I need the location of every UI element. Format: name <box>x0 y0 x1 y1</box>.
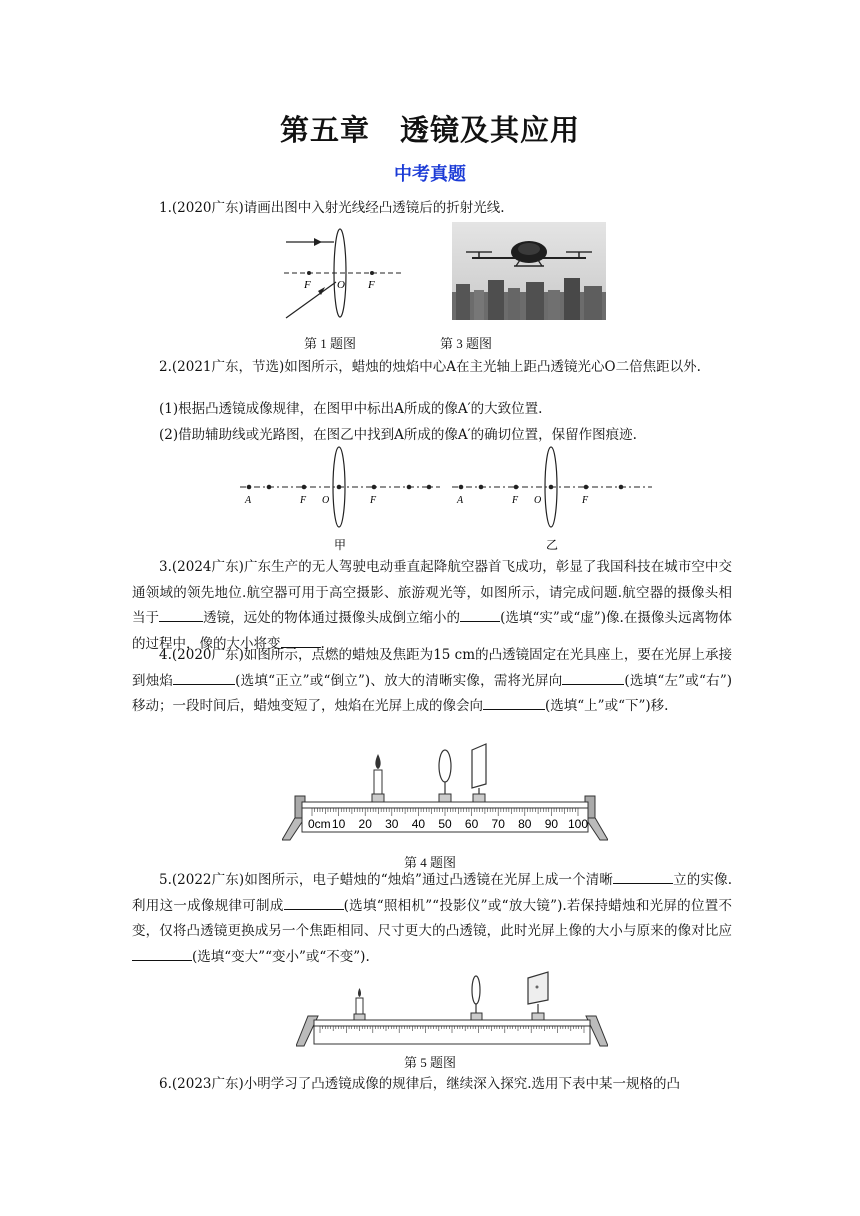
question-6: 6.(2023广东)小明学习了凸透镜成像的规律后，继续深入探究.选用下表中某一规格的凸 <box>159 1076 681 1092</box>
figure-5-caption: 第 5 题图 <box>404 1055 457 1070</box>
figure-1-lens-diagram <box>280 226 410 326</box>
question-3-text-b: 透镜，远处的物体通过摄像头成倒立缩小的 <box>203 610 461 626</box>
chapter-title: 第五章 透镜及其应用 <box>279 113 580 147</box>
figure-5-optical-bench <box>296 970 608 1048</box>
answer-blank[interactable] <box>613 869 673 884</box>
ruler-tick-label: 0cm <box>308 817 331 831</box>
optical-center-label: O <box>337 279 345 291</box>
focus-label-right: F <box>370 495 377 506</box>
ruler-tick-label: 70 <box>491 817 505 831</box>
answer-blank[interactable] <box>284 895 344 910</box>
question-5-text-a: 5.(2022广东)如图所示，电子蜡烛的“烛焰”通过凸透镜在光屏上成一个清晰 <box>159 872 614 888</box>
question-3 <box>132 555 732 657</box>
question-1: 1.(2020广东)请画出图中入射光线经凸透镜后的折射光线. <box>159 200 505 216</box>
ruler-tick-label: 30 <box>385 817 399 831</box>
question-4-text-b: (选填“正立”或“倒立”)、放大的清晰实像，需将光屏向 <box>235 672 563 689</box>
question-4-text-c: (选填“左”或“右”)移动；一段时间后，蜡烛变短了，烛焰在光屏上成的像会向 <box>132 672 733 714</box>
question-3-text-d: . <box>320 635 325 652</box>
answer-blank[interactable] <box>483 695 545 710</box>
question-4 <box>132 643 732 720</box>
figure-2-diagram-yi <box>450 443 656 555</box>
answer-blank[interactable] <box>460 607 500 622</box>
point-a-label: A <box>245 495 252 506</box>
answer-blank[interactable] <box>132 946 192 961</box>
ruler-tick-label: 60 <box>464 817 479 831</box>
figure-4-optical-bench <box>282 740 608 844</box>
question-3-text-c: (选填“实”或“虚”)像.在摄像头远离物体的过程中，像的大小将变 <box>132 610 733 652</box>
ruler-tick-label: 40 <box>411 817 426 831</box>
question-2: 2.(2021广东，节选)如图所示，蜡烛的烛焰中心A在主光轴上距凸透镜光心O二倍焦距以外. <box>159 359 701 375</box>
question-4-text-a: 4.(2020广东)如图所示，点燃的蜡烛及焦距为15 cm的凸透镜固定在光具座上，要在光屏上承接到烛焰 <box>132 647 732 689</box>
question-3-text-a: 3.(2024广东)广东生产的无人驾驶电动垂直起降航空器首飞成功，彰显了我国科技在城市空中交通领域的领先地位.航空器可用于高空摄影、旅游观光等，如图所示，请完成问题.航空器的摄像头相当于 <box>132 559 732 626</box>
ruler-tick-label: 50 <box>438 817 452 831</box>
figure-1-caption: 第 1 题图 <box>304 336 357 351</box>
focus-label-right: F <box>368 279 375 291</box>
question-4-text-d: (选填“上”或“下”)移. <box>545 698 669 714</box>
figure-2-diagram-jia <box>238 443 444 555</box>
figure-4-caption: 第 4 题图 <box>404 855 457 870</box>
focus-label-left: F <box>300 495 307 506</box>
optical-center-label: O <box>534 495 542 506</box>
focus-label-left: F <box>304 279 311 291</box>
question-2-part-2: (2)借助辅助线或光路图，在图乙中找到A所成的像A′的确切位置，保留作图痕迹. <box>159 427 637 443</box>
optical-center-label: O <box>322 495 330 506</box>
question-5-text-d: (选填“变大”“变小”或“不变”). <box>192 948 370 965</box>
section-subtitle: 中考真题 <box>394 164 466 185</box>
ruler-tick-label: 10 <box>331 817 346 831</box>
answer-blank[interactable] <box>173 670 235 685</box>
ruler-tick-label: 90 <box>544 817 559 831</box>
point-a-label: A <box>457 495 464 506</box>
figure-3-caption: 第 3 题图 <box>440 336 493 351</box>
ruler-tick-label: 20 <box>358 817 372 831</box>
answer-blank[interactable] <box>562 670 624 685</box>
figure-3-aircraft-photo <box>452 222 606 320</box>
figure-2-caption-yi: 乙 <box>546 538 559 552</box>
focus-label-left: F <box>512 495 519 506</box>
answer-blank[interactable] <box>159 607 203 622</box>
ruler-tick-label: 100 <box>567 817 589 831</box>
question-5-text-c: (选填“照相机”“投影仪”或“放大镜”).若保持蜡烛和光屏的位置不变，仅将凸透镜更换成另一个焦距相同、尺寸更大的凸透镜，此时光屏上像的大小与原来的像对比应 <box>132 897 733 939</box>
question-5 <box>132 868 732 970</box>
question-2-part-1: (1)根据凸透镜成像规律，在图甲中标出A所成的像A′的大致位置. <box>159 401 543 417</box>
question-5-text-b: 立的实像.利用这一成像规律可制成 <box>132 872 732 914</box>
figure-2-caption-jia: 甲 <box>334 538 347 552</box>
ruler-tick-label: 80 <box>518 817 532 831</box>
focus-label-right: F <box>582 495 589 506</box>
